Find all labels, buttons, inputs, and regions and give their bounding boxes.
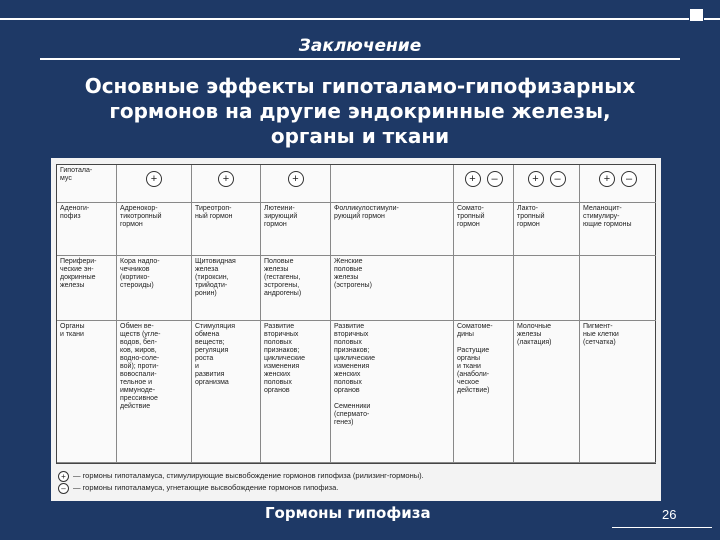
row-label-organs: Органы и ткани [57,321,117,463]
diagram-cell: Стимуляция обмена веществ; регуляция роста и развития организма [192,321,261,463]
diagram-grid [57,165,655,463]
plus-sign-icon: + [528,171,544,187]
row-label-peripheral-glands: Перифери- ческие эн- докринные железы [57,256,117,321]
diagram-cell: Женские половые железы (эстрогены) [331,256,454,321]
legend-item-minus [58,482,654,494]
diagram-cell: Лакто- тропный гормон [514,203,580,256]
slide-subtitle: Заключение [298,36,422,56]
plus-sign-icon: + [288,171,304,187]
plus-sign-icon: + [599,171,615,187]
legend-text-minus: — гормоны гипоталамуса, угнетающие высвобождение гормонов гипофиза. [73,483,339,492]
diagram-cell: Щитовидная железа (тироксин, трийодти- ронин) [192,256,261,321]
diagram-cell: Адренокор- тикотропный гормон [117,203,192,256]
diagram-cell: Половые железы (гестагены, эстрогены, андрогены) [261,256,331,321]
page-number: 26 [662,507,677,522]
page-number-rule [612,527,712,528]
plus-sign-icon: + [218,171,234,187]
diagram-cell: Развитие вторичных половых признаков; циклические изменения женских половых органов [261,321,331,463]
title-line-3: органы и ткани [270,124,450,148]
hypothalamus-cell [117,165,192,203]
hormone-diagram [56,164,656,464]
minus-sign-icon: – [58,483,69,494]
diagram-cell: Кора надпо- чечников (кортико- стероиды) [117,256,192,321]
corner-square [689,8,704,22]
plus-sign-icon: + [58,471,69,482]
minus-sign-icon: – [621,171,637,187]
hypothalamus-cell [580,165,656,203]
diagram-cell: Лютеини- зирующий гормон [261,203,331,256]
hypothalamus-cell [331,165,454,203]
diagram-cell: Тиреотроп- ный гормон [192,203,261,256]
top-bar [0,0,720,33]
minus-sign-icon: – [550,171,566,187]
diagram-cell: Фолликулостимули- рующий гормон [331,203,454,256]
diagram-cell: Меланоцит- стимулиру- ющие гормоны [580,203,656,256]
diagram-cell: Соматоме- дины Растущие органы и ткани (анаболи- ческое действие) [454,321,514,463]
slide-caption: Гормоны гипофиза [265,504,431,522]
plus-sign-icon: + [146,171,162,187]
hypothalamus-cell [192,165,261,203]
legend-text-plus: — гормоны гипоталамуса, стимулирующие высвобождение гормонов гипофиза (рилизинг-гормоны). [73,471,424,480]
diagram-cell [454,256,514,321]
hypothalamus-cell [514,165,580,203]
title-rule [40,58,680,60]
diagram-cell: Развитие вторичных половых признаков; циклические изменения женских половых органов Семенники (спермато- генез) [331,321,454,463]
diagram-cell: Пигмент- ные клетки (сетчатка) [580,321,656,463]
diagram-legend [58,470,654,494]
title-line-2: гормонов на другие эндокринные железы, [109,99,611,123]
title-line-1: Основные эффекты гипоталамо-гипофизарных [84,74,636,98]
hypothalamus-cell [261,165,331,203]
row-label-hypothalamus: Гипотала- мус [57,165,117,203]
diagram-cell: Молочные железы (лактация) [514,321,580,463]
minus-sign-icon: – [487,171,503,187]
diagram-cell [514,256,580,321]
diagram-cell: Обмен ве- ществ (угле- водов, бел- ков, жиров, водно-соле- вой); проти- вовоспали- тельное и иммунодe- прессивное действие [117,321,192,463]
top-stripe [0,18,720,20]
hypothalamus-cell [454,165,514,203]
slide-title [10,74,710,149]
diagram-image [51,158,661,501]
row-label-adenohypophysis: Аденоги- пофиз [57,203,117,256]
diagram-cell [580,256,656,321]
plus-sign-icon: + [465,171,481,187]
diagram-cell: Сомато- тропный гормон [454,203,514,256]
legend-item-plus [58,470,654,482]
